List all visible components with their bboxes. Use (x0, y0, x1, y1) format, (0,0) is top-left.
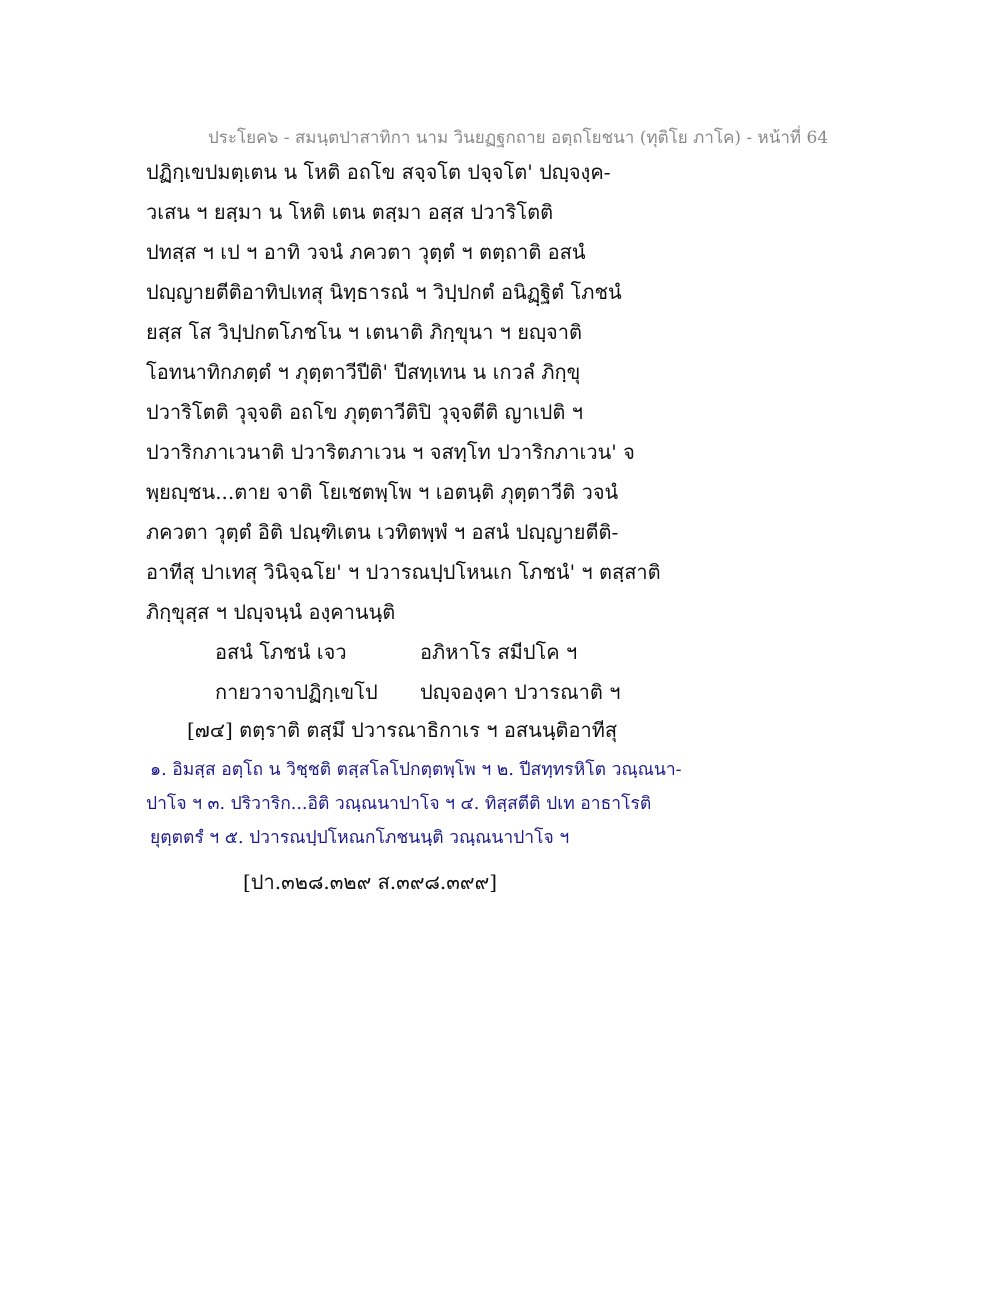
footnote-line: ๑. อิมสฺส อตฺโถ น วิชฺชติ ตสฺสโลโปกตฺตพฺโพ ฯ ๒. ปีสทฺทรหิโต วณฺณนา- (150, 760, 682, 780)
body-line: ปทสฺส ฯ เป ฯ อาทิ วจนํ ภควตา วุตฺตํ ฯ ตตฺถาติ อสนํ (146, 240, 586, 264)
body-line: ปวาริกภาเวนาติ ปวาริตภาเวน ฯ จสทฺโท ปวาริกภาเวน' จ (146, 440, 635, 464)
body-line: วเสน ฯ ยสฺมา น โหติ เตน ตสฺมา อสฺส ปวาริโตติ (146, 200, 554, 224)
page-header: ประโยค๖ - สมนฺตปาสาทิกา นาม วินยฏฐกถาย อตฺถโยชนา (ทุติโย ภาโค) - หน้าที่ 64 (208, 128, 829, 148)
body-line: พฺยญฺชน...ตาย จาติ โยเชตพฺโพ ฯ เอตนฺติ ภุตฺตาวีติ วจนํ (146, 480, 619, 504)
page-reference: [ปา.๓๒๘.๓๒๙ ส.๓๙๘.๓๙๙] (243, 870, 498, 894)
body-line: ปฏิกฺเขปมตฺเตน น โหติ อถโข สจฺจโต ปจฺจโต' ปญฺจงฺค- (146, 160, 611, 184)
body-line: ปวาริโตติ วุจฺจติ อถโข ภุตฺตาวีติปิ วุจฺจตีติ ญาเปติ ฯ (146, 400, 583, 424)
verse-second-half: อภิหาโร สมีปโค ฯ (420, 640, 578, 664)
verse-second-half: ปญฺจองฺคา ปวารณาติ ฯ (420, 680, 621, 704)
body-line: อาทีสุ ปาเทสุ วินิจฺฉโย' ฯ ปวารณปฺปโหนเก โภชนํ' ฯ ตสฺสาติ (146, 560, 661, 584)
body-line: ภิกฺขุสฺส ฯ ปญฺจนฺนํ องฺคานนฺติ (146, 600, 396, 624)
body-line: ยสฺส โส วิปฺปกตโภชโน ฯ เตนาติ ภิกฺขุนา ฯ ยญฺจาติ (146, 320, 582, 344)
footnote-line: ปาโจ ฯ ๓. ปริวาริก...อิติ วณฺณนาปาโจ ฯ ๔. ทิสฺสตีติ ปเท อาธาโรติ (146, 794, 652, 814)
body-line: ปญฺญายตีติอาทิปเทสุ นิทฺธารณํ ฯ วิปฺปกตํ อนิฏฺฐิตํ โภชนํ (146, 280, 622, 304)
body-line: ภควตา วุตฺตํ อิติ ปณฺฑิเตน เวทิตพฺพํ ฯ อสนํ ปญฺญายตีติ- (146, 520, 619, 544)
body-line: โอทนาทิกภตฺตํ ฯ ภุตฺตาวีปีติ' ปีสทฺเทน น เกวลํ ภิกฺขุ (146, 360, 581, 384)
footnote-line: ยุตฺตตรํ ฯ ๕. ปวารณปฺปโหณกโภชนนฺติ วณฺณนาปาโจ ฯ (150, 828, 570, 848)
verse-first-half: กายวาจาปฏิกฺเขโป (215, 680, 378, 704)
verse-first-half: อสนํ โภชนํ เจว (215, 640, 347, 664)
section-line: [๗๔] ตตฺราติ ตสฺมึ ปวารณาธิกาเร ฯ อสนนฺติอาทีสุ (187, 718, 618, 742)
